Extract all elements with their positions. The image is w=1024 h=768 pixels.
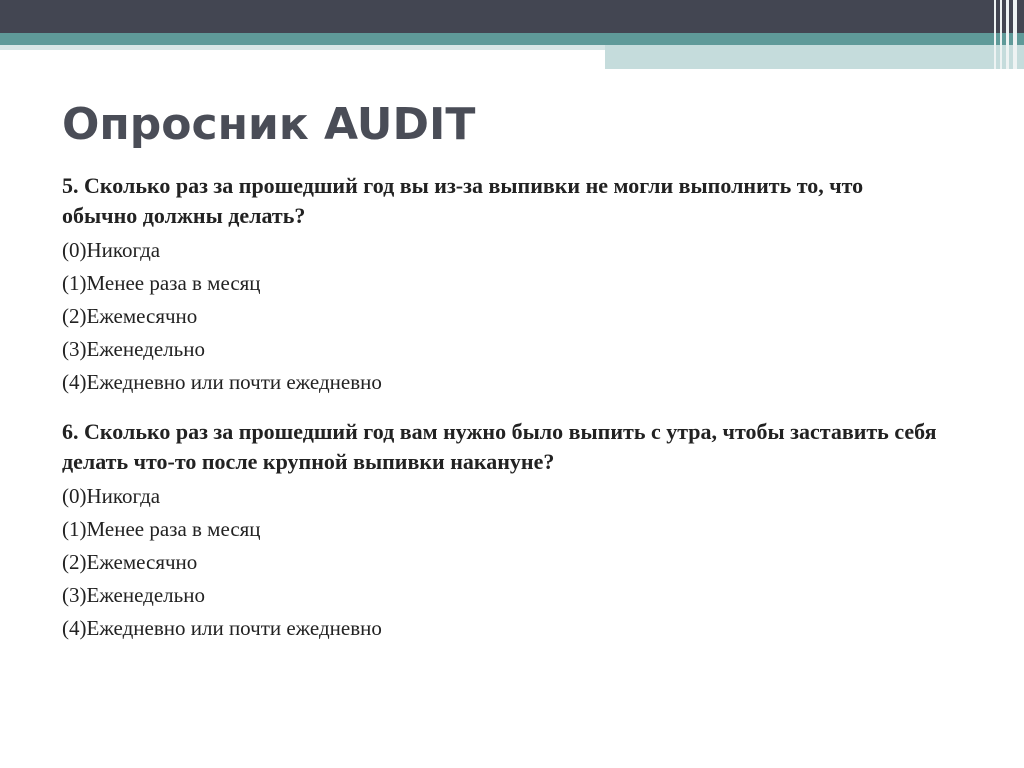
stripe xyxy=(994,0,996,69)
answer-option: (1)Менее раза в месяц xyxy=(62,517,261,541)
answer-options xyxy=(62,480,942,645)
answer-option: (0)Никогда xyxy=(62,484,161,508)
header-light-block xyxy=(605,45,1024,69)
question-block-6 xyxy=(62,417,942,645)
answer-option: (4)Ежедневно или почти ежедневно xyxy=(62,370,382,394)
header-dark-bar xyxy=(0,0,1024,33)
answer-option: (1)Менее раза в месяц xyxy=(62,271,261,295)
corner-stripes-decoration xyxy=(990,0,1024,69)
header-light-band xyxy=(0,45,605,50)
question-text: 6. Сколько раз за прошедший год вам нужно было выпить с утра, чтобы заставить себя делать что-то после крупной выпивки накануне? xyxy=(62,419,937,474)
answer-option: (0)Никогда xyxy=(62,238,161,262)
slide-content xyxy=(62,171,942,645)
question-block-5 xyxy=(62,171,942,399)
answer-options xyxy=(62,234,942,399)
answer-option: (3)Еженедельно xyxy=(62,583,205,607)
stripe xyxy=(1013,0,1017,69)
stripe xyxy=(1000,0,1002,69)
answer-option: (4)Ежедневно или почти ежедневно xyxy=(62,616,382,640)
answer-option: (3)Еженедельно xyxy=(62,337,205,361)
slide-title: Опросник AUDIT xyxy=(62,99,476,150)
answer-option: (2)Ежемесячно xyxy=(62,304,198,328)
answer-option: (2)Ежемесячно xyxy=(62,550,198,574)
header-teal-band xyxy=(0,33,1024,45)
question-text: 5. Сколько раз за прошедший год вы из-за выпивки не могли выполнить то, что обычно должны делать? xyxy=(62,173,864,228)
stripe xyxy=(1006,0,1009,69)
